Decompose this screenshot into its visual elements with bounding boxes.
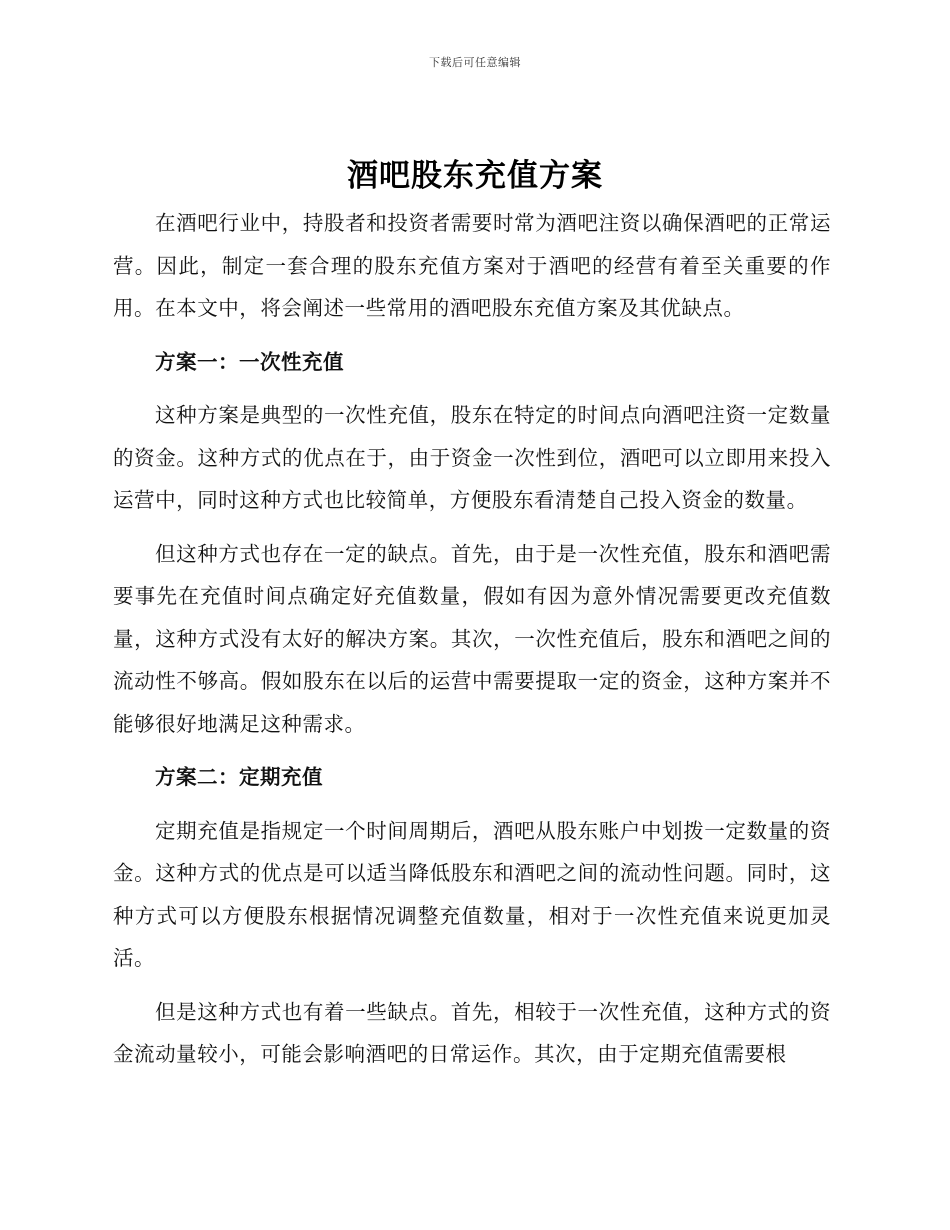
plan-one-paragraph-2: 但这种方式也存在一定的缺点。首先，由于是一次性充值，股东和酒吧需要事先在充值时间点确定好充值数量，假如有因为意外情况需要更改充值数量，这种方式没有太好的解决方案。其次，一次性充值后，股东和酒吧之间的流动性不够高。假如股东在以后的运营中需要提取一定的资金，这种方案并不能够很好地满足这种需求。	[113, 541, 831, 736]
document-title: 酒吧股东充值方案	[347, 158, 603, 194]
plan-two-paragraph-1: 定期充值是指规定一个时间周期后，酒吧从股东账户中划拨一定数量的资金。这种方式的优点是可以适当降低股东和酒吧之间的流动性问题。同时，这种方式可以方便股东根据情况调整充值数量，相对于一次性充值来说更加灵活。	[113, 818, 831, 970]
section-heading-plan-two: 方案二：定期充值	[155, 765, 324, 789]
page-header-note: 下载后可任意编辑	[429, 56, 521, 69]
plan-two-paragraph-2: 但是这种方式也有着一些缺点。首先，相较于一次性充值，这种方式的资金流动量较小，可能会影响酒吧的日常运作。其次，由于定期充值需要根	[113, 999, 831, 1066]
intro-paragraph: 在酒吧行业中，持股者和投资者需要时常为酒吧注资以确保酒吧的正常运营。因此，制定一套合理的股东充值方案对于酒吧的经营有着至关重要的作用。在本文中，将会阐述一些常用的酒吧股东充值方案及其优缺点。	[113, 211, 831, 320]
document-body	[113, 202, 831, 1087]
plan-one-paragraph-1: 这种方案是典型的一次性充值，股东在特定的时间点向酒吧注资一定数量的资金。这种方式的优点在于，由于资金一次性到位，酒吧可以立即用来投入运营中，同时这种方式也比较简单，方便股东看清楚自己投入资金的数量。	[113, 403, 831, 512]
section-heading-plan-one: 方案一：一次性充值	[155, 349, 345, 374]
